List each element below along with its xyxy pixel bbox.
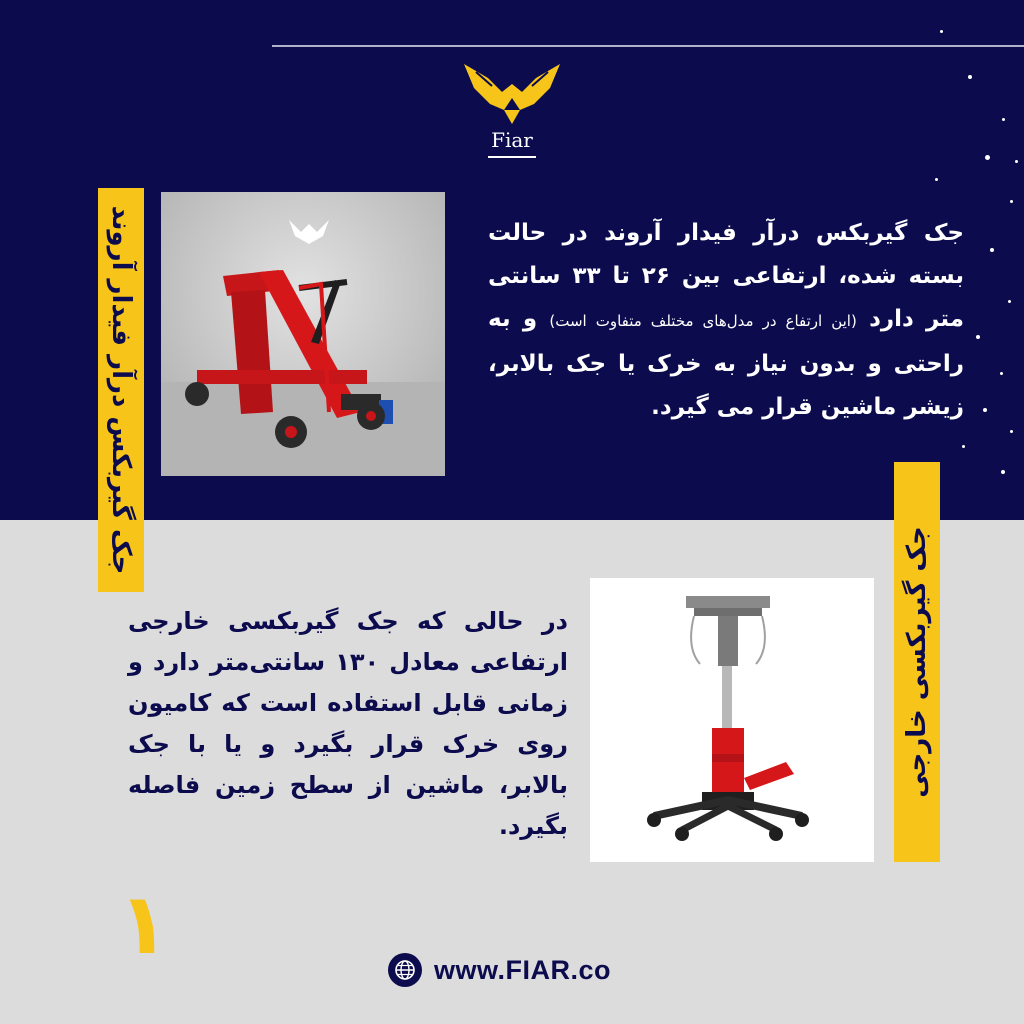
- star-speck: [1002, 118, 1005, 121]
- star-speck: [962, 445, 965, 448]
- foreign-jack-description: در حالی که جک گیربکسی خارجی ارتفاعی معادل ۱۳۰ سانتی‌متر دارد و زمانی قابل استفاده است که کامیون روی خرک قرار بگیرد و یا با جک بالابر، ماشین از سطح زمین فاصله بگیرد.: [128, 607, 568, 840]
- website-link[interactable]: www.FIAR.co: [434, 954, 612, 985]
- star-speck: [940, 30, 943, 33]
- product-photo-arvand-jack: [161, 192, 445, 476]
- arvand-text-note: (این ارتفاع در مدل‌های مختلف متفاوت است): [549, 312, 857, 330]
- star-speck: [990, 248, 994, 252]
- eagle-icon: [458, 58, 566, 130]
- star-speck: [935, 178, 938, 181]
- star-speck: [1015, 160, 1018, 163]
- star-speck: [1010, 430, 1013, 433]
- star-speck: [976, 335, 980, 339]
- arvand-text-end: و به راحتی و بدون نیاز به خرک یا جک بالابر، زیشر ماشین قرار می گیرد.: [488, 306, 964, 420]
- label-foreign-text: جک گیربکسی خارجی: [902, 526, 932, 798]
- star-speck: [1000, 372, 1003, 375]
- star-speck: [985, 155, 990, 160]
- logo-text: Fiar: [491, 128, 533, 152]
- star-speck: [1008, 300, 1011, 303]
- label-foreign-jack: [894, 462, 940, 862]
- page-number: ۱: [118, 875, 170, 973]
- star-speck: [983, 408, 987, 412]
- product-photo-foreign-jack: [590, 578, 874, 862]
- star-speck: [1001, 470, 1005, 474]
- arvand-description: [488, 212, 964, 429]
- top-divider: [272, 45, 1024, 47]
- star-speck: [1010, 200, 1013, 203]
- arvand-text-main: جک گیربکس درآر فیدار آروند در حالت بسته شده، ارتفاعی بین ۲۶ تا ۳۳ سانتی متر دارد: [488, 220, 964, 332]
- label-arvand-jack: [98, 188, 144, 592]
- fiar-logo: [458, 58, 566, 168]
- star-speck: [968, 75, 972, 79]
- globe-icon: [388, 953, 422, 987]
- website-footer[interactable]: [388, 952, 611, 988]
- label-arvand-text: جک گیربکس درآر فیدار آروند: [106, 205, 136, 575]
- logo-underline: [488, 156, 536, 158]
